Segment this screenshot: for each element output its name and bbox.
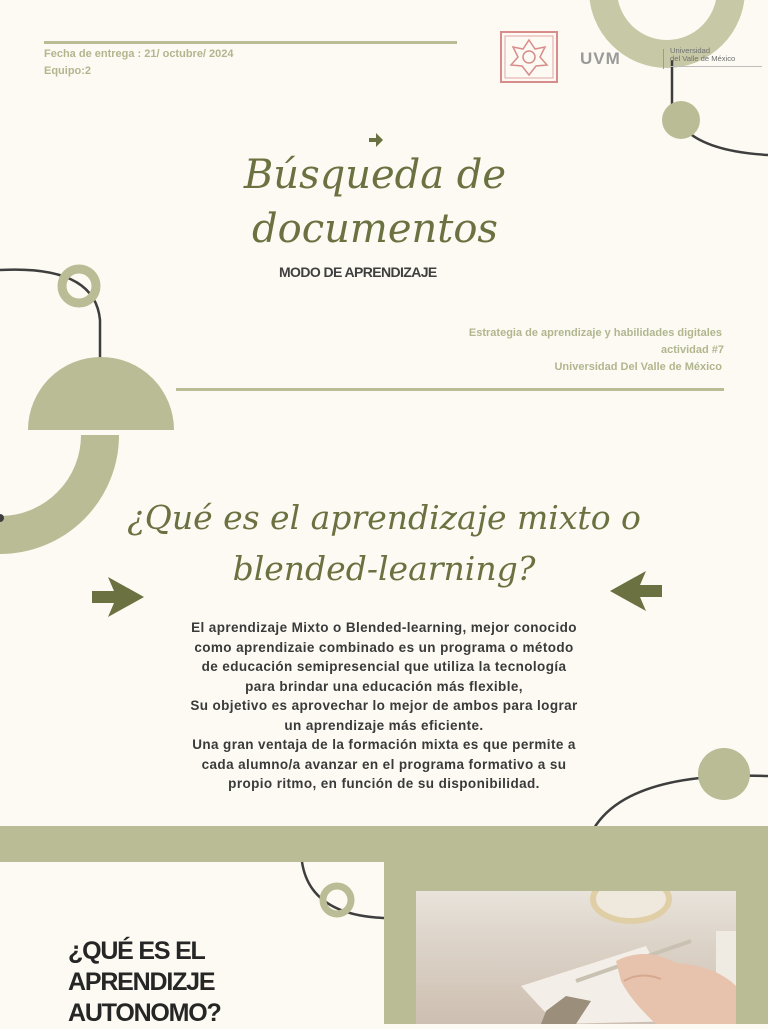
dot-right-middle bbox=[698, 748, 750, 800]
body-line: para brindar una educación más flexible, bbox=[245, 678, 523, 694]
ring-top-right bbox=[603, 0, 731, 54]
bottom-band bbox=[0, 826, 768, 862]
uvm-logo bbox=[580, 47, 765, 71]
uvm-line2: del Valle de México bbox=[670, 54, 736, 63]
info-rule bbox=[176, 388, 724, 391]
question2-line1: ¿QUÉ ES EL bbox=[68, 937, 205, 965]
half-disc-left bbox=[28, 357, 174, 430]
question1-line1: ¿Qué es el aprendizaje mixto o bbox=[127, 498, 641, 537]
body-line: como aprendizaie combinado es un programa o método bbox=[194, 639, 574, 655]
body-line: El aprendizaje Mixto o Blended-learning, mejor conocido bbox=[191, 620, 577, 635]
question2-line3: AUTONOMO? bbox=[68, 999, 221, 1027]
title-line1: Búsqueda de bbox=[243, 152, 507, 198]
title-line2: documentos bbox=[252, 206, 498, 252]
uvm-underline bbox=[670, 66, 762, 67]
body-line: un aprendizaje más eficiente. bbox=[284, 717, 484, 733]
arrow-small-icon bbox=[367, 131, 385, 149]
course-name: Estrategia de aprendizaje y habilidades digitales bbox=[468, 327, 722, 339]
ring-left bbox=[62, 269, 96, 303]
body-line: Una gran ventaja de la formación mixta es que permite a bbox=[192, 737, 576, 752]
activity-number: actividad #7 bbox=[661, 344, 724, 356]
header-rule bbox=[44, 41, 457, 44]
dot-top-right bbox=[662, 101, 700, 139]
subtitle: MODO DE APRENDIZAJE bbox=[279, 264, 437, 280]
team-label: Equipo:2 bbox=[44, 65, 92, 77]
line-left-upper bbox=[0, 270, 100, 365]
uvm-line1: Universidad bbox=[670, 46, 711, 55]
uvm-divider bbox=[663, 49, 664, 69]
question1-line2: blended-learning? bbox=[232, 549, 536, 588]
arrow-right-icon bbox=[92, 577, 144, 617]
body-paragraph bbox=[130, 618, 638, 794]
uvm-mark: UVM bbox=[580, 49, 621, 68]
arrow-left-icon bbox=[610, 571, 662, 611]
question2 bbox=[68, 936, 221, 1029]
body-line: propio ritmo, en función de su disponibilidad. bbox=[228, 776, 540, 791]
study-photo bbox=[416, 891, 736, 1024]
delivery-date: Fecha de entrega : 21/ octubre/ 2024 bbox=[44, 48, 234, 60]
seal-logo bbox=[500, 31, 558, 83]
question2-line2: APRENDIZJE bbox=[68, 968, 215, 996]
body-line: cada alumno/a avanzar en el programa formativo a su bbox=[201, 756, 567, 772]
body-line: Su objetivo es aprovechar lo mejor de ambos para lograr bbox=[190, 698, 578, 713]
body-line: de educación semipresencial que utiliza la tecnología bbox=[201, 659, 567, 674]
university-name: Universidad Del Valle de México bbox=[554, 361, 722, 373]
